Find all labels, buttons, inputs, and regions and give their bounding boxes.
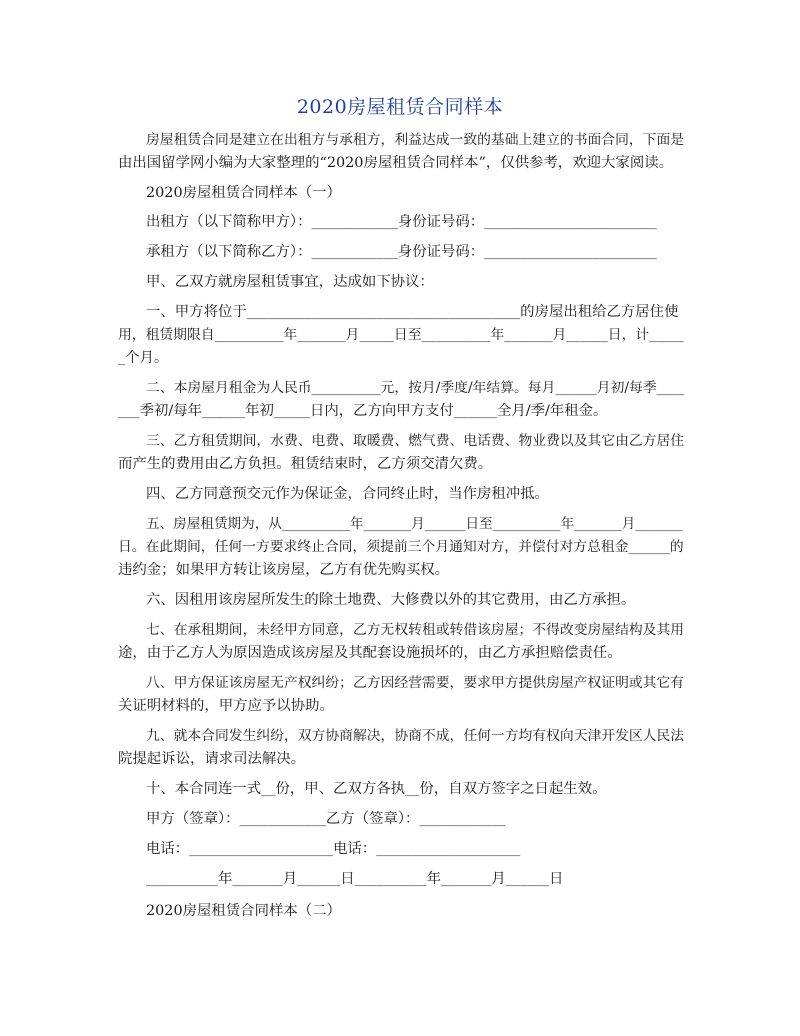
clause-5-line-3: 违约金；如果甲方转让该房屋，乙方有优先购买权。: [118, 562, 449, 578]
clause-8-line-2: 关证明材料的，甲方应予以协助。: [118, 698, 334, 714]
clause-5-line-1: 五、房屋租赁期为，从__________年_______月______日至__________年_______月_______: [146, 516, 683, 532]
clause-3-line-2: 而产生的费用由乙方负担。租赁结束时，乙方须交清欠费。: [118, 456, 493, 472]
clause-8-line-1: 八、甲方保证该房屋无产权纠纷；乙方因经营需要，要求甲方提供房屋产权证明或其它有: [146, 675, 685, 691]
clause-9-line-1: 九、就本合同发生纠纷，双方协商解决，协商不成，任何一方均有权向天津开发区人民法: [146, 728, 685, 744]
lessee-field-line: 承租方（以下简称乙方）：____________身份证号码：________________________: [146, 244, 657, 260]
intro-line-1: 房屋租赁合同是建立在出租方与承租方，利益达成一致的基础上建立的书面合同，下面是: [146, 132, 685, 148]
document-title: 2020房屋租赁合同样本: [296, 96, 504, 118]
clause-5-line-2: 日。在此期间，任何一方要求终止合同，须提前三个月通知对方，并偿付对方总租金______的: [118, 539, 684, 555]
section-heading-one: 2020房屋租赁合同样本（一）: [146, 185, 341, 201]
signature-line: 甲方（签章）：____________乙方（签章）：____________: [146, 811, 506, 827]
clause-7-line-2: 途，由于乙方人为原因造成该房屋及其配套设施损坏的，由乙方承担赔偿责任。: [118, 645, 622, 661]
date-line: __________年_______月______日__________年_______月______日: [146, 871, 564, 887]
clause-6: 六、因租用该房屋所发生的除土地费、大修费以外的其它费用，由乙方承担。: [146, 592, 636, 608]
clause-2-line-1: 二、本房屋月租金为人民币__________元，按月/季度/年结算。每月______月初/每季____: [146, 380, 685, 396]
section-heading-two: 2020房屋租赁合同样本（二）: [146, 903, 341, 919]
phone-line: 电话：____________________电话：____________________: [146, 841, 521, 857]
clause-4: 四、乙方同意预交元作为保证金，合同终止时，当作房租冲抵。: [146, 486, 549, 502]
lessor-field-line: 出租方（以下简称甲方）：____________身份证号码：________________________: [146, 214, 657, 230]
clause-10: 十、本合同连一式__份，甲、乙双方各执__份，自双方签字之日起生效。: [146, 781, 607, 797]
clause-1-line-2: 用，租赁期限自__________年_______月_____日至__________年_______月______日，计_____: [118, 327, 684, 343]
clause-3-line-1: 三、乙方租赁期间，水费、电费、取暖费、燃气费、电话费、物业费以及其它由乙方居住: [146, 433, 685, 449]
intro-line-2: 由出国留学网小编为大家整理的“2020房屋租赁合同样本”，仅供参考，欢迎大家阅读。: [118, 155, 674, 171]
agreement-intro: 甲、乙双方就房屋租赁事宜，达成如下协议：: [146, 274, 434, 290]
clause-9-line-2: 院提起诉讼，请求司法解决。: [118, 751, 306, 767]
clause-7-line-1: 七、在承租期间，未经甲方同意，乙方无权转租或转借该房屋；不得改变房屋结构及其用: [146, 622, 685, 638]
clause-1-line-1: 一、甲方将位于______________________________________的房屋出租给乙方居住使: [146, 304, 679, 320]
clause-1-line-3: _个月。: [118, 350, 169, 366]
clause-2-line-2: ___季初/每年______年初_____日内，乙方向甲方支付______全月/季/年租金。: [118, 403, 608, 419]
